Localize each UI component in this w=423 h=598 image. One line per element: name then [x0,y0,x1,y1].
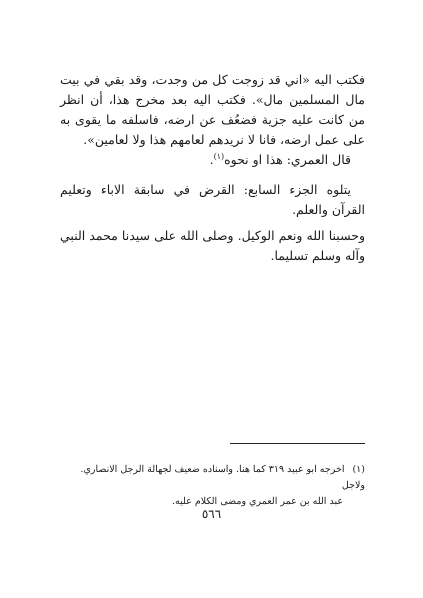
umari-remark-text: قال العمري: هذا او نحوه [224,152,351,167]
page-number: ٥٦٦ [201,507,222,521]
paragraph-umari-remark [60,150,365,170]
main-text-block [60,70,365,266]
paragraph-next-part: يتلوه الجزء السابع: القرض في سابقة الاباء وتعليم القرآن والعلم. [60,182,365,217]
paragraph-letter-reply: فكتب اليه «اني قد زوجت كل من وجدت، وقد بقي في بيت مال المسلمين مال». فكتب اليه بعد مخرج هذا، أن انظر من كانت عليه جزية فضعُف عن ارضه، فاسلفه ما يقوى به على عمل ارضه، فانا لا نريدهم لعامهم هذا ولا لعامين». [60,72,365,147]
footnote [60,462,365,510]
paragraph-closing-prayer: وحسبنا الله ونعم الوكيل. وصلى الله على سيدنا محمد النبي وآله وسلم تسليما. [60,228,365,263]
footnote-text-1: اخرجه ابو عبيد ٣١٩ كما هنا. واسناده ضعيف لجهالة الرجل الانصاري. ولاجل [80,464,365,491]
footnote-line-1 [60,462,365,494]
footnote-marker: (١) [352,464,365,475]
footnote-separator [230,443,365,444]
umari-remark-end: . [209,152,214,167]
footnote-reference: (١) [213,151,225,161]
footnote-line-2: عبد الله بن عمر العمري ومضى الكلام عليه. [172,496,343,507]
